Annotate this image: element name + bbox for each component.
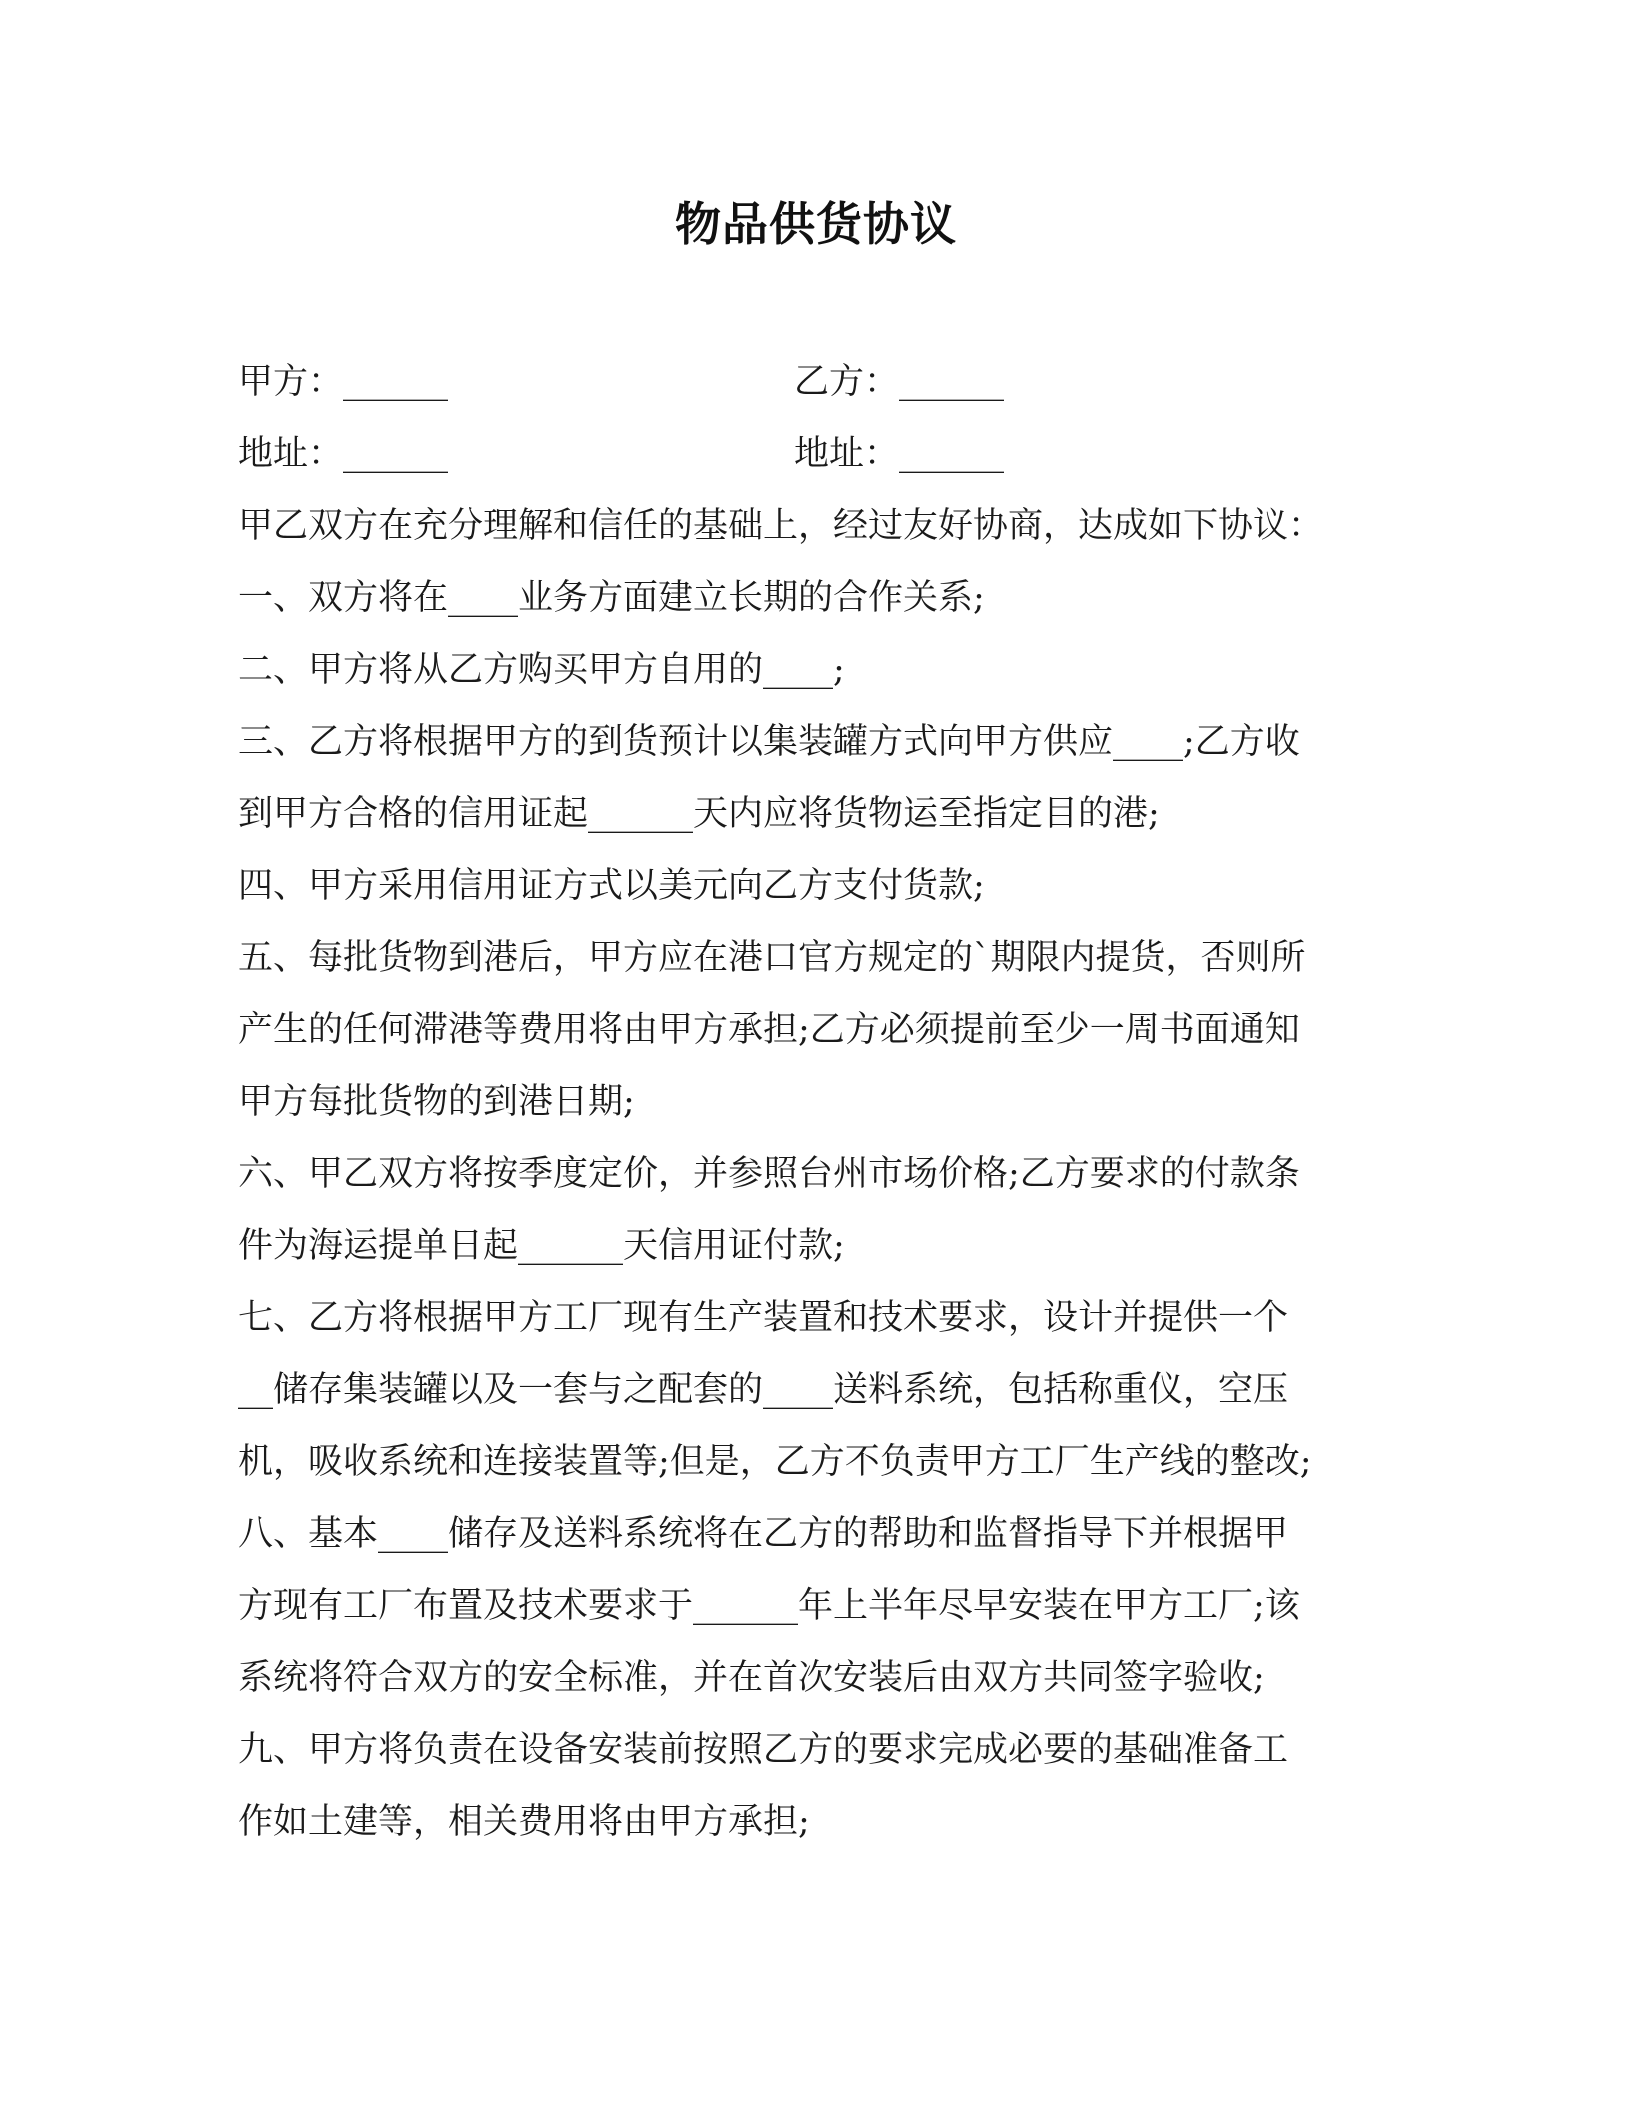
clause-5-line-cont: 甲方每批货物的到港日期;	[238, 1082, 635, 1122]
party-b-field: 乙方：______	[794, 362, 1005, 402]
address-a-field: 地址：______	[238, 434, 449, 474]
party-a-field: 甲方：______	[238, 362, 449, 402]
clause-6-line: 六、甲乙双方将按季度定价，并参照台州市场价格;乙方要求的付款条	[238, 1154, 1300, 1194]
clause-7-line: 七、乙方将根据甲方工厂现有生产装置和技术要求，设计并提供一个	[238, 1298, 1289, 1338]
clause-9-line: 九、甲方将负责在设备安装前按照乙方的要求完成必要的基础准备工	[238, 1730, 1289, 1770]
address-b-field: 地址：______	[794, 434, 1005, 474]
clause-1-line: 一、双方将在____业务方面建立长期的合作关系;	[238, 578, 985, 618]
address-row	[238, 418, 1398, 490]
clause-2-line: 二、甲方将从乙方购买甲方自用的____;	[238, 650, 845, 690]
clause-7-line-cont: 机，吸收系统和连接装置等;但是，乙方不负责甲方工厂生产线的整改;	[238, 1442, 1312, 1482]
clause-6-line-cont: 件为海运提单日起______天信用证付款;	[238, 1226, 845, 1266]
preamble-line: 甲乙双方在充分理解和信任的基础上，经过友好协商，达成如下协议：	[238, 506, 1324, 546]
clause-8-line-cont: 系统将符合双方的安全标准，并在首次安装后由双方共同签字验收;	[238, 1658, 1265, 1698]
clause-3-line: 三、乙方将根据甲方的到货预计以集装罐方式向甲方供应____;乙方收	[238, 722, 1300, 762]
clause-5-line-cont: 产生的任何滞港等费用将由甲方承担;乙方必须提前至少一周书面通知	[238, 1010, 1300, 1050]
clause-4-line: 四、甲方采用信用证方式以美元向乙方支付货款;	[238, 866, 985, 906]
clause-9-line-cont: 作如土建等，相关费用将由甲方承担;	[238, 1802, 810, 1842]
party-row	[238, 346, 1398, 418]
document-body	[238, 346, 1398, 1858]
document-title: 物品供货协议	[675, 197, 957, 251]
clause-3-line-cont: 到甲方合格的信用证起______天内应将货物运至指定目的港;	[238, 794, 1160, 834]
clause-7-line-cont: __储存集装罐以及一套与之配套的____送料系统，包括称重仪，空压	[238, 1370, 1289, 1410]
clause-8-line-cont: 方现有工厂布置及技术要求于______年上半年尽早安装在甲方工厂;该	[238, 1586, 1300, 1626]
clause-8-line: 八、基本____储存及送料系统将在乙方的帮助和监督指导下并根据甲	[238, 1514, 1289, 1554]
clause-5-line: 五、每批货物到港后，甲方应在港口官方规定的`期限内提货，否则所	[238, 938, 1306, 978]
